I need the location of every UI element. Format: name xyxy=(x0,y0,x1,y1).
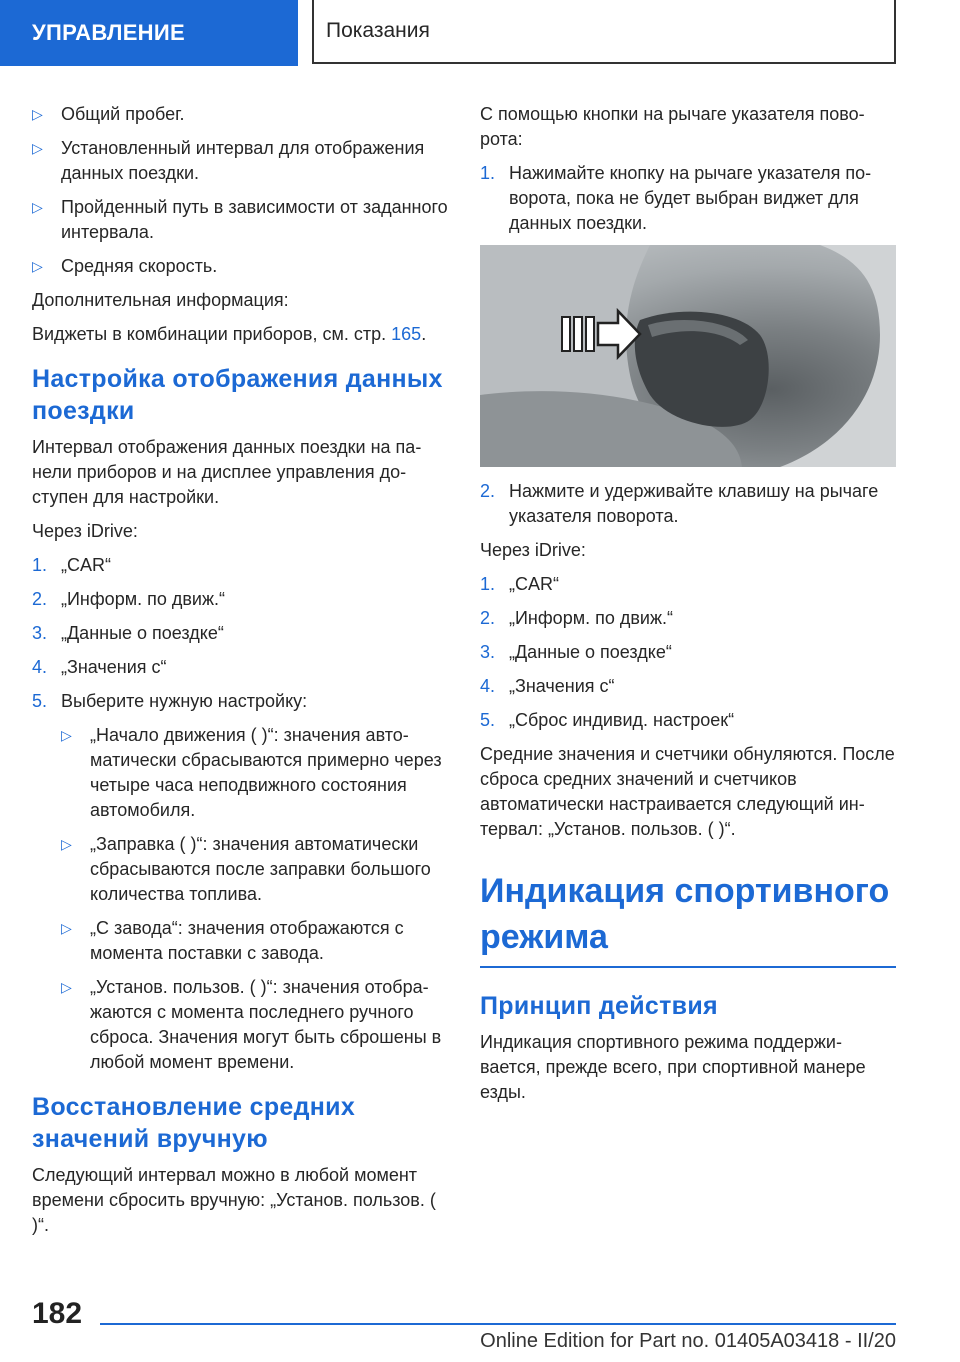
footer-divider xyxy=(100,1323,896,1325)
triangle-bullet-icon: ▷ xyxy=(32,106,43,122)
paragraph: Индикация спортивного режима поддерживается, прежде всего, при спортивной манере езды. xyxy=(480,1032,866,1102)
list-item: ▷ Средняя скорость. xyxy=(32,254,448,279)
header-chapter xyxy=(312,0,896,64)
triangle-bullet-icon: ▷ xyxy=(61,836,72,852)
chapter-title: Показания xyxy=(326,19,430,42)
triangle-bullet-icon: ▷ xyxy=(61,727,72,743)
step-item: 4. „Значения с“ xyxy=(32,657,167,677)
list-item: ▷ „Заправка ( )“: значения автоматически сбрасываются после заправки большого количества топлива. xyxy=(61,834,431,904)
step-item: 3. „Данные о поездке“ xyxy=(32,623,224,643)
page-number: 182 xyxy=(32,1297,83,1330)
paragraph: Через iDrive: xyxy=(32,521,138,541)
left-column xyxy=(32,102,448,1247)
section-title: УПРАВЛЕНИЕ xyxy=(32,20,185,45)
step-item: 5. „Сброс индивид. настроек“ xyxy=(480,710,735,730)
triangle-bullet-icon: ▷ xyxy=(32,199,43,215)
list-item: ▷ „С завода“: значения отображаются с момента поставки с завода. xyxy=(61,918,404,963)
step-item: 2. „Информ. по движ.“ xyxy=(480,608,673,628)
chapter-heading: Индикация спортивного режима xyxy=(480,868,896,968)
page-link[interactable]: 165 xyxy=(391,324,422,344)
step-item: 2. „Информ. по движ.“ xyxy=(32,589,225,609)
section-heading: Принцип действия xyxy=(480,992,718,1020)
step-item: 5. Выберите нужную настройку: xyxy=(32,691,308,711)
section-heading: Настройка отображения данных поездки xyxy=(32,365,443,425)
triangle-bullet-icon: ▷ xyxy=(61,920,72,936)
triangle-bullet-icon: ▷ xyxy=(32,258,43,274)
step-item: 1. Нажимайте кнопку на рычаге указателя поворота, пока не будет выбран виджет для данных поездки. xyxy=(480,163,872,233)
triangle-bullet-icon: ▷ xyxy=(32,140,43,156)
list-item: ▷ Установленный интервал для отображения данных поездки. xyxy=(32,138,425,183)
paragraph: Средние значения и счетчики обнуляются. После сброса средних значений и счетчиков автоматически настраивается следующий интервал: „Установ. пользов. ( )“. xyxy=(480,744,895,839)
step-item: 3. „Данные о поездке“ xyxy=(480,642,672,662)
paragraph: С помощью кнопки на рычаге указателя поворота: xyxy=(480,104,865,149)
option-list xyxy=(32,723,448,1075)
list-item: ▷ „Установ. пользов. ( )“: значения отображаются с момента последнего ручного сброса. Значения могут быть сброшены в любой момент времени. xyxy=(61,977,442,1072)
paragraph: Интервал отображения данных поездки на панели приборов и на дисплее управления доступен для настройки. xyxy=(32,437,422,507)
list-item: ▷ Пройденный путь в зависимости от заданного интервала. xyxy=(32,197,448,242)
paragraph: Через iDrive: xyxy=(480,540,586,560)
step-item: 4. „Значения с“ xyxy=(480,676,615,696)
paragraph: Следующий интервал можно в любой момент времени сбросить вручную: „Установ. пользов. ( )“. xyxy=(32,1165,436,1235)
right-column xyxy=(480,102,896,1114)
paragraph: Дополнительная информация: xyxy=(32,290,289,310)
triangle-bullet-icon: ▷ xyxy=(61,979,72,995)
step-item: 1. „CAR“ xyxy=(32,555,111,575)
lever-illustration xyxy=(480,245,896,467)
section-heading: Восстановление средних значений вручную xyxy=(32,1093,356,1153)
edition-note: Online Edition for Part no. 01405A03418 - II/20 xyxy=(480,1330,896,1352)
list-item: ▷ „Начало движения ( )“: значения автоматически сбрасываются примерно через четыре часа неподвижного состояния автомобиля. xyxy=(61,725,442,820)
step-item: 2. Нажмите и удерживайте клавишу на рычаге указателя поворота. xyxy=(480,481,879,526)
paragraph: Виджеты в комбинации приборов, см. стр. 165. xyxy=(32,324,427,344)
turn-signal-lever-photo xyxy=(480,245,896,467)
step-item: 1. „CAR“ xyxy=(480,574,559,594)
list-item: ▷ Общий пробег. xyxy=(32,102,448,127)
header-section xyxy=(0,0,298,66)
